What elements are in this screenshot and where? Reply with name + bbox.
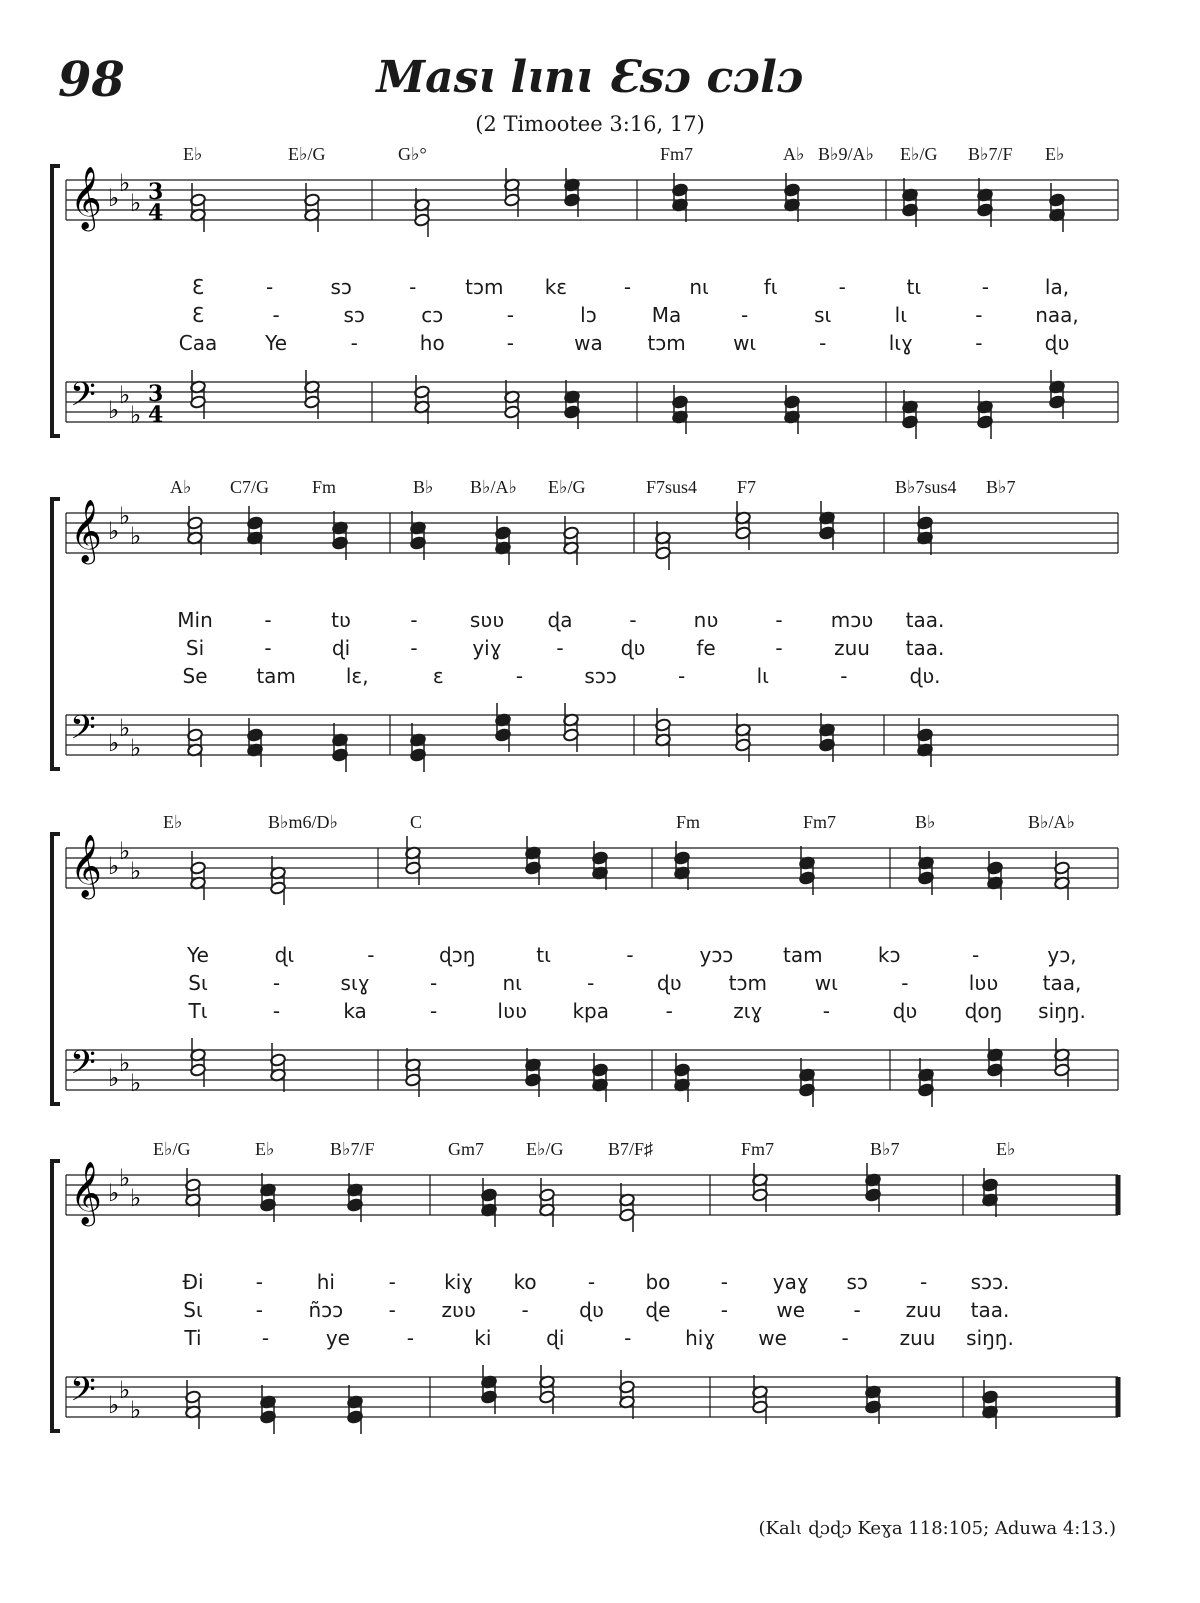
lyric-syllable: mɔʋ [830, 608, 874, 632]
lyric-syllable: kɛ [544, 275, 568, 299]
lyric-syllable: ɖʋ [892, 999, 918, 1023]
lyric-syllable: sɩɣ [340, 971, 370, 995]
key-signature-flat: ♭ [119, 381, 131, 409]
lyric-syllable: - [587, 971, 595, 995]
lyric-syllable: - [272, 999, 281, 1023]
verse-1-lyrics [0, 275, 1200, 303]
system-3 [0, 812, 1200, 1138]
lyric-syllable: - [506, 331, 514, 355]
lyric-syllable: ñɔɔ [308, 1298, 344, 1322]
lyric-syllable: zuu [834, 636, 870, 660]
lyric-syllable: sɔ [330, 275, 352, 299]
verse-2-lyrics [0, 303, 1200, 331]
lyric-syllable: tɔm [647, 331, 686, 355]
chord-symbol: Fm [676, 812, 701, 832]
lyric-syllable: kɔ [877, 943, 901, 967]
lyric-syllable: - [265, 275, 274, 299]
chord-symbol: C [410, 812, 423, 832]
lyric-syllable: - [515, 664, 524, 688]
chord-symbol: E♭ [255, 1139, 275, 1159]
chord-symbol: Fm [312, 477, 337, 497]
lyric-syllable: Sɩ [188, 971, 208, 995]
lyric-syllable: - [264, 636, 272, 660]
chord-symbol: B♭m6/D♭ [268, 812, 338, 832]
lyric-syllable: - [665, 999, 673, 1023]
chord-symbol: E♭ [1045, 144, 1065, 164]
chord-symbol: B♭ [915, 812, 936, 832]
hymn-number: 98 [58, 52, 125, 108]
lyric-syllable: ho [419, 331, 445, 355]
lyric-syllable: ɖʋ. [909, 664, 941, 688]
time-signature-bottom: 4 [148, 200, 164, 226]
lyric-syllable: yɔɔ [699, 943, 734, 967]
chord-symbol: C7/G [230, 477, 270, 497]
lyric-syllable: tam [256, 664, 296, 688]
key-signature-flat: ♭ [108, 396, 120, 424]
time-signature-top: 3 [148, 381, 164, 407]
treble-clef-icon: 𝄞 [70, 166, 102, 229]
chord-symbol: B♭7 [986, 477, 1016, 497]
lyric-syllable: ɖʋ [656, 971, 682, 995]
lyric-syllable: Ti [184, 1326, 202, 1350]
lyric-syllable: wɩ [733, 331, 757, 355]
chord-symbol: B♭/A♭ [1028, 812, 1075, 832]
verse-2-lyrics [0, 1298, 1200, 1326]
lyric-syllable: tɔm [728, 971, 767, 995]
lyric-syllable: - [720, 1270, 728, 1294]
lyric-syllable: - [629, 608, 637, 632]
lyric-syllable: - [430, 999, 438, 1023]
lyric-syllable: - [840, 664, 848, 688]
lyric-syllable: ɖʋ [1044, 331, 1070, 355]
lyric-syllable: - [981, 275, 990, 299]
key-signature-flat: ♭ [130, 1069, 142, 1097]
lyric-syllable: zuu [905, 1298, 942, 1322]
lyric-syllable: - [367, 943, 375, 967]
treble-clef-icon: 𝄞 [70, 1161, 102, 1224]
lyric-syllable: Ɛ [191, 303, 205, 327]
lyric-syllable: wɩ [814, 971, 838, 995]
time-signature-top: 3 [148, 179, 164, 205]
chord-symbol: B♭7 [870, 1139, 900, 1159]
lyric-syllable: - [822, 999, 830, 1023]
chord-symbol: Fm7 [803, 812, 837, 832]
chord-symbol: Fm7 [660, 144, 694, 164]
verse-3-lyrics [0, 331, 1200, 359]
key-signature-flat: ♭ [130, 522, 142, 550]
lyric-syllable: lɔ [580, 303, 597, 327]
lyric-syllable: - [853, 1298, 861, 1322]
lyric-syllable: Se [182, 664, 208, 688]
key-signature-flat: ♭ [119, 1376, 131, 1404]
lyric-syllable: hiɣ [685, 1326, 716, 1350]
lyric-syllable: Tɩ [188, 999, 208, 1023]
lyric-syllable: nɩ [502, 971, 522, 995]
bass-clef-icon: 𝄢 [70, 1044, 96, 1090]
verse-2-lyrics [0, 636, 1200, 664]
lyric-syllable: nʋ [693, 608, 719, 632]
lyric-syllable: la, [1044, 275, 1070, 299]
key-signature-flat: ♭ [108, 1391, 120, 1419]
lyric-syllable: sɔɔ. [970, 1270, 1010, 1294]
lyric-syllable: - [409, 275, 417, 299]
chord-symbol: E♭/G [526, 1139, 564, 1159]
lyric-syllable: wa [574, 331, 603, 355]
lyric-syllable: - [388, 1270, 396, 1294]
time-signature-bottom: 4 [148, 402, 164, 428]
lyric-syllable: - [841, 1326, 849, 1350]
key-signature-flat: ♭ [119, 502, 131, 530]
chord-symbol: F7 [737, 477, 757, 497]
lyric-syllable: ɖɔŋ [439, 943, 476, 967]
chord-symbol: B♭7/F [968, 144, 1013, 164]
key-signature-flat: ♭ [108, 1179, 120, 1207]
key-signature-flat: ♭ [130, 1396, 142, 1424]
lyric-syllable: taa. [905, 636, 945, 660]
lyric-syllable: Sɩ [183, 1298, 203, 1322]
lyric-syllable: ko [513, 1270, 537, 1294]
lyric-syllable: tɩ [536, 943, 551, 967]
lyric-syllable: we [758, 1326, 787, 1350]
lyric-syllable: zuu [899, 1326, 936, 1350]
scripture-reference: (2 Timootee 3:16, 17) [475, 112, 705, 136]
lyric-syllable: Ye [265, 331, 288, 355]
lyric-syllable: - [556, 636, 564, 660]
chord-symbol: A♭ [783, 144, 805, 164]
bass-clef-icon: 𝄢 [70, 376, 96, 422]
verse-1-lyrics [0, 608, 1200, 636]
lyric-syllable: fɩ [763, 275, 778, 299]
lyric-syllable: - [388, 1298, 396, 1322]
bass-clef-icon: 𝄢 [70, 1371, 96, 1417]
lyric-syllable: - [255, 1270, 264, 1294]
lyric-syllable: hi [316, 1270, 335, 1294]
lyric-syllable: - [430, 971, 438, 995]
lyric-syllable: - [720, 1298, 728, 1322]
lyric-syllable: - [255, 1298, 264, 1322]
lyric-syllable: Si [185, 636, 205, 660]
system-4 [0, 1139, 1200, 1465]
lyric-syllable: kiɣ [444, 1270, 474, 1294]
lyric-syllable: lʋʋ [968, 971, 999, 995]
key-signature-flat: ♭ [130, 189, 142, 217]
lyric-syllable: - [775, 608, 783, 632]
lyric-syllable: taa. [905, 608, 945, 632]
lyric-syllable: Đi [182, 1270, 204, 1294]
lyric-syllable: - [838, 275, 846, 299]
lyric-syllable: nɩ [689, 275, 709, 299]
lyric-syllable: - [971, 943, 980, 967]
lyric-syllable: Ye [187, 943, 209, 967]
key-signature-flat: ♭ [130, 857, 142, 885]
chord-symbol: E♭ [183, 144, 203, 164]
lyric-syllable: naa, [1035, 303, 1079, 327]
treble-clef-icon: 𝄞 [70, 834, 102, 897]
system-1 [0, 144, 1200, 470]
lyric-syllable: bo [645, 1270, 671, 1294]
lyric-syllable: kpa [572, 999, 609, 1023]
lyric-syllable: tʋ [331, 608, 351, 632]
lyric-syllable: sɔɔ [584, 664, 617, 688]
lyric-syllable: ka [343, 999, 367, 1023]
lyric-syllable: sɔ [846, 1270, 868, 1294]
lyric-syllable: lɩɣ [888, 331, 913, 355]
lyric-syllable: Ɛ [191, 275, 205, 299]
key-signature-flat: ♭ [119, 1049, 131, 1077]
lyric-syllable: we [776, 1298, 806, 1322]
lyric-syllable: - [264, 608, 272, 632]
key-signature-flat: ♭ [108, 729, 120, 757]
lyric-syllable: lʋʋ [497, 999, 527, 1023]
lyric-syllable: lɩ [894, 303, 907, 327]
key-signature-flat: ♭ [119, 169, 131, 197]
key-signature-flat: ♭ [119, 837, 131, 865]
lyric-syllable: - [975, 331, 983, 355]
lyric-syllable: ɖa [547, 608, 573, 632]
lyric-syllable: - [626, 943, 634, 967]
lyric-syllable: siŋŋ. [966, 1326, 1014, 1350]
lyric-syllable: ɖe [645, 1298, 671, 1322]
lyric-syllable: - [919, 1270, 928, 1294]
key-signature-flat: ♭ [108, 517, 120, 545]
lyric-syllable: - [410, 636, 418, 660]
lyric-syllable: - [901, 971, 909, 995]
key-signature-flat: ♭ [108, 184, 120, 212]
lyric-syllable: ɖʋ [579, 1298, 604, 1322]
key-signature-flat: ♭ [108, 852, 120, 880]
lyric-syllable: ɖʋ [620, 636, 646, 660]
lyric-syllable: taa. [970, 1298, 1010, 1322]
lyric-syllable: - [272, 303, 280, 327]
lyric-syllable: ɖi [331, 636, 351, 660]
verse-3-lyrics [0, 999, 1200, 1027]
lyric-syllable: taa, [1042, 971, 1082, 995]
chord-symbol: E♭/G [153, 1139, 191, 1159]
lyric-syllable: - [819, 331, 827, 355]
verse-3-lyrics [0, 664, 1200, 692]
lyric-syllable: ɖi [546, 1326, 565, 1350]
lyric-syllable: ɛ [432, 664, 444, 688]
chord-symbol: B♭9/A♭ [818, 144, 874, 164]
chord-symbol: E♭/G [900, 144, 938, 164]
hymn-title: Masɩ lɩnɩ Ɛsɔ cɔlɔ [376, 52, 804, 103]
lyric-syllable: lɛ, [345, 664, 369, 688]
lyric-syllable: zʋʋ [441, 1298, 476, 1322]
chord-symbol: B♭7sus4 [895, 477, 957, 497]
lyric-syllable: ɖoŋ [964, 999, 1003, 1023]
lyric-syllable: - [775, 636, 783, 660]
lyric-syllable: - [350, 331, 358, 355]
lyric-syllable: sɔ [343, 303, 365, 327]
lyric-syllable: - [406, 1326, 414, 1350]
lyric-syllable: Ma [651, 303, 682, 327]
lyric-syllable: - [623, 275, 632, 299]
system-2 [0, 477, 1200, 803]
lyric-syllable: - [506, 303, 514, 327]
lyric-syllable: - [678, 664, 686, 688]
chord-symbol: B7/F♯ [608, 1139, 654, 1159]
lyric-syllable: yiɣ [472, 636, 502, 660]
lyric-syllable: yaɣ [772, 1270, 809, 1294]
lyric-syllable: - [741, 303, 749, 327]
chord-symbol: E♭/G [288, 144, 326, 164]
lyric-syllable: tɔm [465, 275, 504, 299]
lyric-syllable: tam [783, 943, 823, 967]
key-signature-flat: ♭ [130, 1184, 142, 1212]
key-signature-flat: ♭ [130, 401, 142, 429]
lyric-syllable: fe [696, 636, 716, 660]
lyric-syllable: lɩ [756, 664, 769, 688]
lyric-syllable: - [261, 1326, 270, 1350]
key-signature-flat: ♭ [119, 714, 131, 742]
lyric-syllable: sʋʋ [469, 608, 505, 632]
chord-symbol: F7sus4 [646, 477, 698, 497]
lyric-syllable: zɩɣ [733, 999, 763, 1023]
lyric-syllable: ɖɩ [274, 943, 295, 967]
bass-clef-icon: 𝄢 [70, 709, 96, 755]
lyric-syllable: - [624, 1326, 632, 1350]
lyric-syllable: yɔ, [1047, 943, 1077, 967]
chord-symbol: E♭ [996, 1139, 1016, 1159]
chord-symbol: E♭ [163, 812, 183, 832]
lyric-syllable: - [272, 971, 281, 995]
lyric-syllable: Min [177, 608, 213, 632]
chord-symbol: A♭ [170, 477, 192, 497]
lyric-syllable: - [521, 1298, 529, 1322]
chord-symbol: B♭7/F [330, 1139, 375, 1159]
treble-clef-icon: 𝄞 [70, 499, 102, 562]
verse-3-lyrics [0, 1326, 1200, 1354]
lyric-syllable: ye [325, 1326, 350, 1350]
verse-1-lyrics [0, 943, 1200, 971]
lyric-syllable: - [410, 608, 418, 632]
key-signature-flat: ♭ [108, 1064, 120, 1092]
lyric-syllable: cɔ [421, 303, 444, 327]
footer-reference: (Kalɩ ɖɔɖɔ Keɣa 118:105; Aduwa 4:13.) [758, 1518, 1116, 1539]
verse-2-lyrics [0, 971, 1200, 999]
chord-symbol: B♭ [413, 477, 434, 497]
lyric-syllable: sɩ [814, 303, 832, 327]
chord-symbol: Fm7 [741, 1139, 775, 1159]
key-signature-flat: ♭ [119, 1164, 131, 1192]
lyric-syllable: ki [474, 1326, 492, 1350]
verse-1-lyrics [0, 1270, 1200, 1298]
lyric-syllable: Caa [178, 331, 218, 355]
chord-symbol: E♭/G [548, 477, 586, 497]
key-signature-flat: ♭ [130, 734, 142, 762]
chord-symbol: G♭° [398, 144, 427, 164]
chord-symbol: Gm7 [448, 1139, 484, 1159]
lyric-syllable: - [975, 303, 983, 327]
chord-symbol: B♭/A♭ [470, 477, 517, 497]
lyric-syllable: - [587, 1270, 596, 1294]
lyric-syllable: tɩ [906, 275, 922, 299]
lyric-syllable: siŋŋ. [1038, 999, 1086, 1023]
